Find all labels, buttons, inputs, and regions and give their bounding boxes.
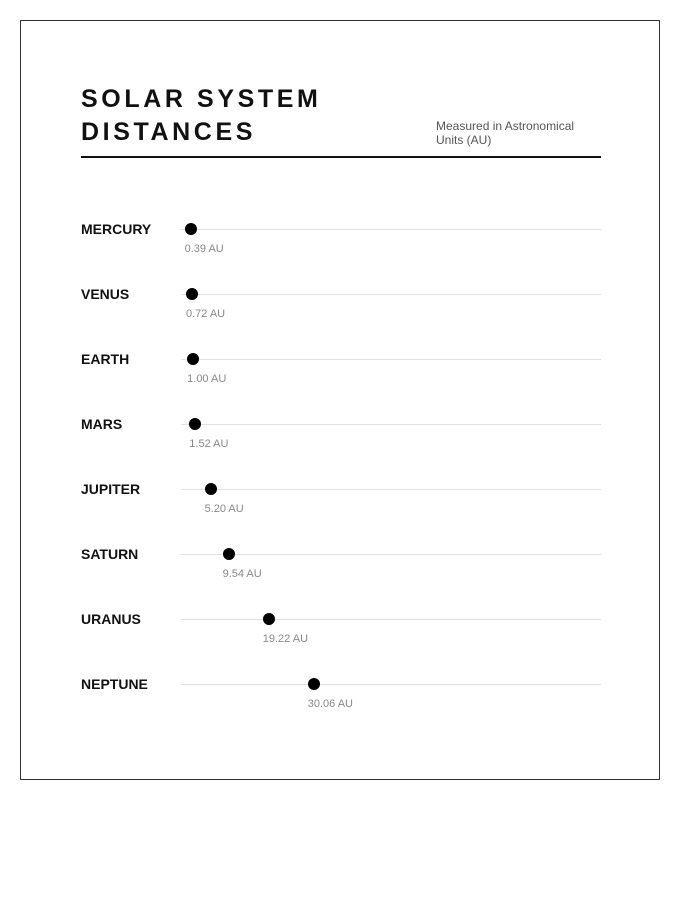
planet-row-neptune xyxy=(81,676,601,724)
distance-track xyxy=(181,424,601,450)
distance-value-label: 19.22 AU xyxy=(262,633,309,645)
distance-value-label: 1.00 AU xyxy=(187,373,227,385)
title-divider xyxy=(81,156,601,158)
distance-track xyxy=(181,619,601,645)
distance-value-label: 30.06 AU xyxy=(307,698,353,710)
distance-value-label: 5.20 AU xyxy=(204,503,244,515)
distance-dot xyxy=(308,678,320,690)
distance-dot xyxy=(186,288,198,300)
distance-value-label: 9.54 AU xyxy=(222,568,262,580)
distance-value-label: 0.72 AU xyxy=(185,308,226,320)
distance-value-label: 1.52 AU xyxy=(189,438,229,450)
distance-dot xyxy=(205,483,217,495)
planet-row-uranus xyxy=(81,611,601,659)
distance-dot xyxy=(189,418,201,430)
distance-track xyxy=(181,554,601,580)
planet-name: JUPITER xyxy=(81,481,141,497)
planet-name: MERCURY xyxy=(81,221,152,237)
planet-name: EARTH xyxy=(81,351,130,367)
planet-name: MARS xyxy=(81,416,123,432)
planet-name: SATURN xyxy=(81,546,139,562)
chart-title xyxy=(81,83,321,149)
chart-subtitle: Measured in Astronomical Units (AU) xyxy=(436,119,575,147)
distance-dot xyxy=(185,223,197,235)
title-line-1: SOLAR SYSTEM xyxy=(81,85,322,113)
planet-row-saturn xyxy=(81,546,601,594)
planet-row-mercury xyxy=(81,221,601,269)
planet-row-mars xyxy=(81,416,601,464)
planet-row-venus xyxy=(81,286,601,334)
distance-value-label: 0.39 AU xyxy=(184,243,224,255)
distance-track xyxy=(181,359,601,385)
distance-dot xyxy=(187,353,199,365)
distance-track xyxy=(181,229,601,255)
distance-dot xyxy=(223,548,235,560)
planet-row-jupiter xyxy=(81,481,601,529)
distance-track xyxy=(181,489,601,515)
chart-card xyxy=(20,20,660,780)
distance-track xyxy=(181,294,601,320)
title-line-2: DISTANCES xyxy=(81,118,257,146)
planet-name: VENUS xyxy=(81,286,130,302)
planet-name: URANUS xyxy=(81,611,141,627)
planet-row-earth xyxy=(81,351,601,399)
distance-track xyxy=(181,684,601,710)
planet-name: NEPTUNE xyxy=(81,676,148,692)
distance-dot xyxy=(263,613,275,625)
